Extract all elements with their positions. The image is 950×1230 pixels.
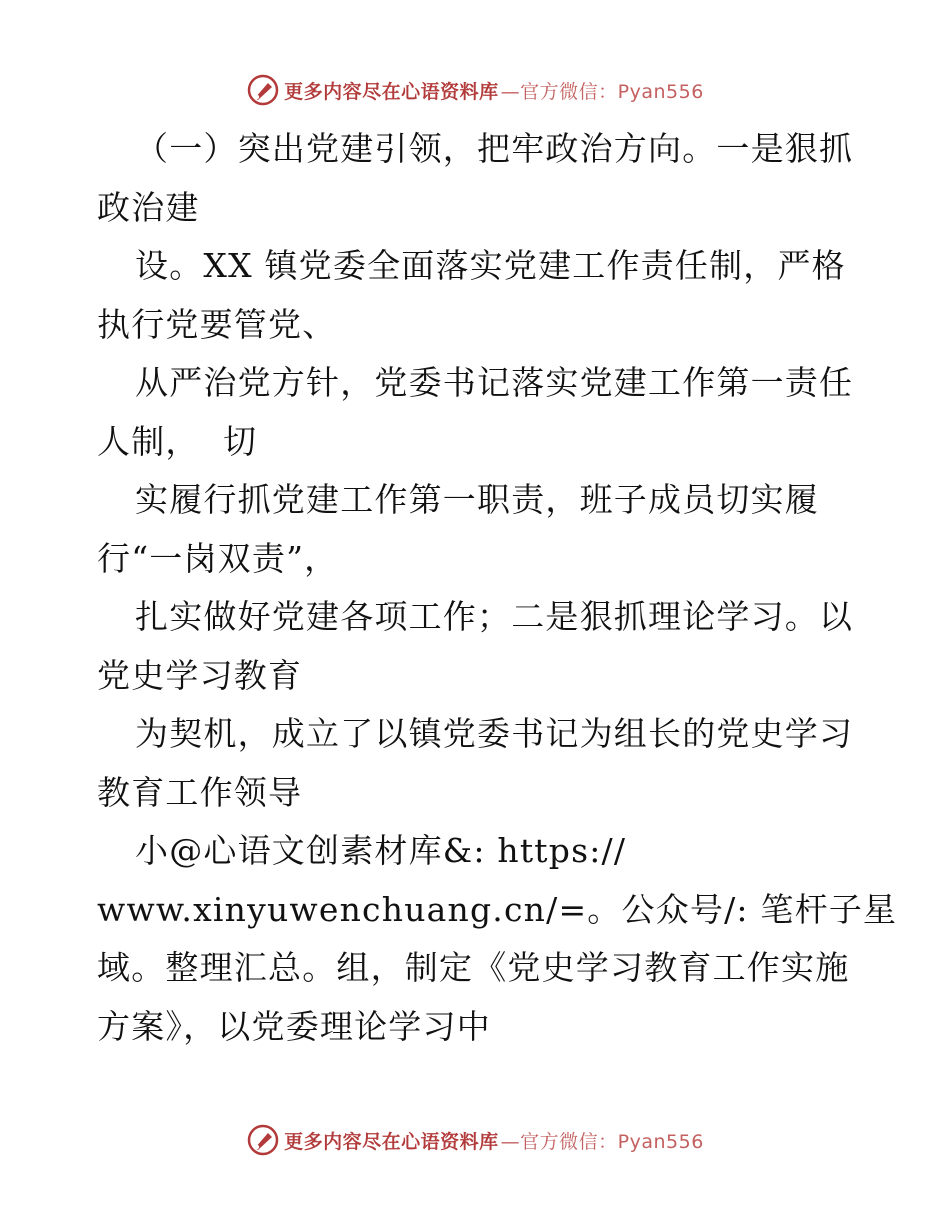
pen-nib-logo-icon [246, 73, 280, 107]
body-line: 行“一岗双责”， [97, 538, 339, 578]
body-line: 设。XX 镇党委全面落实党建工作责任制，严格 [135, 246, 846, 285]
document-body [97, 120, 898, 1056]
body-line: 小@心语文创素材库&: https:// [135, 831, 627, 870]
body-line: 党史学习教育 [97, 655, 303, 695]
footer-slogan: 更多内容尽在心语资料库 [284, 1130, 499, 1153]
footer-watermark [0, 1120, 950, 1160]
body-line: 执行党要管党、 [97, 304, 337, 344]
body-line: 域。整理汇总。组，制定《党史学习教育工作实施 [97, 948, 850, 987]
body-line: 政治建 [97, 187, 200, 227]
body-line: 为契机，成立了以镇党委书记为组长的党史学习 [135, 714, 854, 753]
body-line: 实履行抓党建工作第一职责，班子成员切实履 [135, 480, 819, 519]
pen-nib-logo-icon [246, 1123, 280, 1157]
body-line: 人制， 切 [97, 421, 258, 461]
body-line: 方案》，以党委理论学习中 [97, 1006, 491, 1046]
body-line: （一）突出党建引领，把牢政治方向。一是狠抓 [135, 129, 854, 168]
footer-wechat: —官方微信：Pyan556 [500, 1130, 704, 1153]
header-wechat: —官方微信：Pyan556 [500, 80, 704, 103]
header-watermark [0, 70, 950, 110]
body-line: 扎实做好党建各项工作；二是狠抓理论学习。以 [135, 597, 854, 636]
header-slogan: 更多内容尽在心语资料库 [284, 80, 499, 103]
body-line: www.xinyuwenchuang.cn/=。公众号/: 笔杆子星 [97, 889, 898, 929]
body-line: 从严治党方针，党委书记落实党建工作第一责任 [135, 363, 854, 402]
body-line: 教育工作领导 [97, 772, 303, 812]
